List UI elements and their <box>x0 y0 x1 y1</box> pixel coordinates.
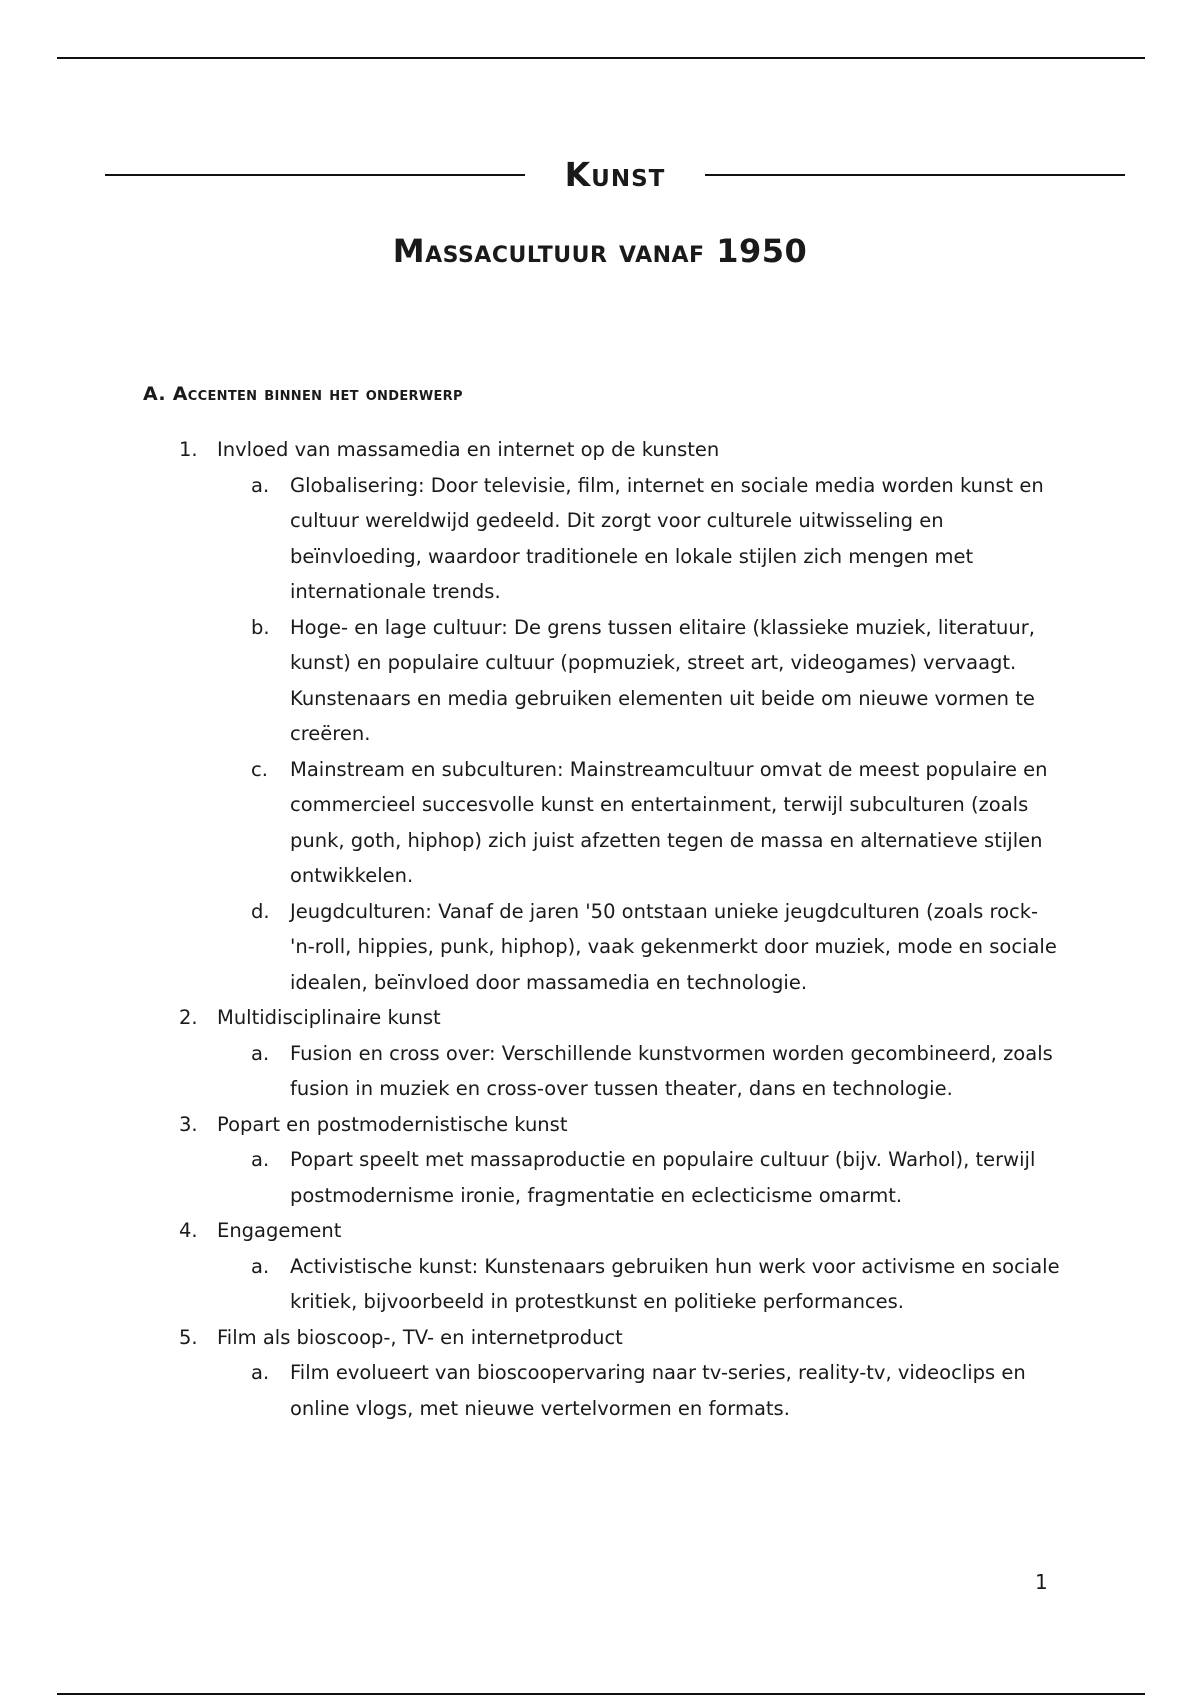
page-title: Kunst <box>564 155 666 194</box>
title-row <box>105 150 1125 200</box>
title-rule-right <box>705 174 1125 176</box>
list-item <box>0 432 1200 468</box>
sub-item-letter: a. <box>251 1361 270 1384</box>
title-rule-left <box>105 174 525 176</box>
sub-item-letter: a. <box>251 1148 270 1171</box>
item-text: Engagement <box>217 1219 342 1242</box>
item-number: 1. <box>179 438 198 461</box>
list-item <box>0 1107 1200 1143</box>
sub-item <box>0 1036 1200 1107</box>
sub-item <box>0 752 1200 894</box>
item-number: 4. <box>179 1219 198 1242</box>
sub-item-letter: b. <box>251 615 270 639</box>
sub-item-text: Jeugdculturen: Vanaf de jaren '50 ontstaan unieke jeugdculturen (zoals rock-'n-roll, hippies, punk, hiphop), vaak gekenmerkt door muziek, mode en sociale idealen, beïnvloed door massamedia en technologie. <box>290 899 1057 994</box>
page-subtitle: Massacultuur vanaf 1950 <box>392 232 808 270</box>
sub-item-text: Popart speelt met massaproductie en populaire cultuur (bijv. Warhol), terwijl postmodernisme ironie, fragmentatie en eclecticisme omarmt. <box>290 1148 1036 1207</box>
top-rule <box>57 57 1145 59</box>
page-number: 1 <box>1035 1570 1048 1594</box>
sub-item-letter: a. <box>251 473 270 497</box>
item-number: 5. <box>179 1325 198 1349</box>
item-text: Invloed van massamedia en internet op de kunsten <box>217 438 720 461</box>
item-number: 2. <box>179 1006 198 1029</box>
sub-item <box>0 610 1200 752</box>
outline-list <box>0 432 1200 1426</box>
list-item <box>0 1320 1200 1356</box>
sub-item-text: Film evolueert van bioscoopervaring naar tv-series, reality-tv, videoclips en online vlogs, met nieuwe vertelvormen en formats. <box>290 1361 1026 1420</box>
sub-item-text: Activistische kunst: Kunstenaars gebruiken hun werk voor activisme en sociale kritiek, bijvoorbeeld in protestkunst en politieke performances. <box>290 1254 1060 1313</box>
item-text: Multidisciplinaire kunst <box>217 1006 441 1029</box>
sub-item <box>0 1142 1200 1213</box>
item-text: Popart en postmodernistische kunst <box>217 1112 568 1136</box>
sub-item-letter: c. <box>251 757 268 781</box>
sub-item-text: Globalisering: Door televisie, film, internet en sociale media worden kunst en cultuur wereldwijd gedeeld. Dit zorgt voor culturele uitwisseling en beïnvloeding, waardoor traditionele en lokale stijlen zich mengen met internationale trends. <box>290 473 1044 603</box>
sub-item <box>0 468 1200 610</box>
list-item <box>0 1000 1200 1036</box>
item-number: 3. <box>179 1112 198 1136</box>
sub-item-text: Fusion en cross over: Verschillende kunstvormen worden gecombineerd, zoals fusion in muziek en cross-over tussen theater, dans en technologie. <box>290 1041 1053 1100</box>
list-item <box>0 1213 1200 1249</box>
sub-item <box>0 894 1200 1001</box>
sub-item-text: Hoge- en lage cultuur: De grens tussen elitaire (klassieke muziek, literatuur, kunst) en populaire cultuur (popmuziek, street art, videogames) vervaagt. Kunstenaars en media gebruiken elementen uit beide om nieuwe vormen te creëren. <box>290 615 1035 745</box>
sub-item-letter: d. <box>251 899 270 923</box>
sub-item-text: Mainstream en subculturen: Mainstreamcultuur omvat de meest populaire en commercieel succesvolle kunst en entertainment, terwijl subculturen (zoals punk, goth, hiphop) zich juist afzetten tegen de massa en alternatieve stijlen ontwikkelen. <box>290 757 1048 887</box>
section-heading: A. Accenten binnen het onderwerp <box>143 383 463 405</box>
sub-item <box>0 1355 1200 1426</box>
sub-item-letter: a. <box>251 1254 270 1278</box>
item-text: Film als bioscoop-, TV- en internetproduct <box>217 1325 623 1349</box>
sub-item <box>0 1249 1200 1320</box>
bottom-rule <box>57 1693 1145 1695</box>
sub-item-letter: a. <box>251 1041 270 1065</box>
